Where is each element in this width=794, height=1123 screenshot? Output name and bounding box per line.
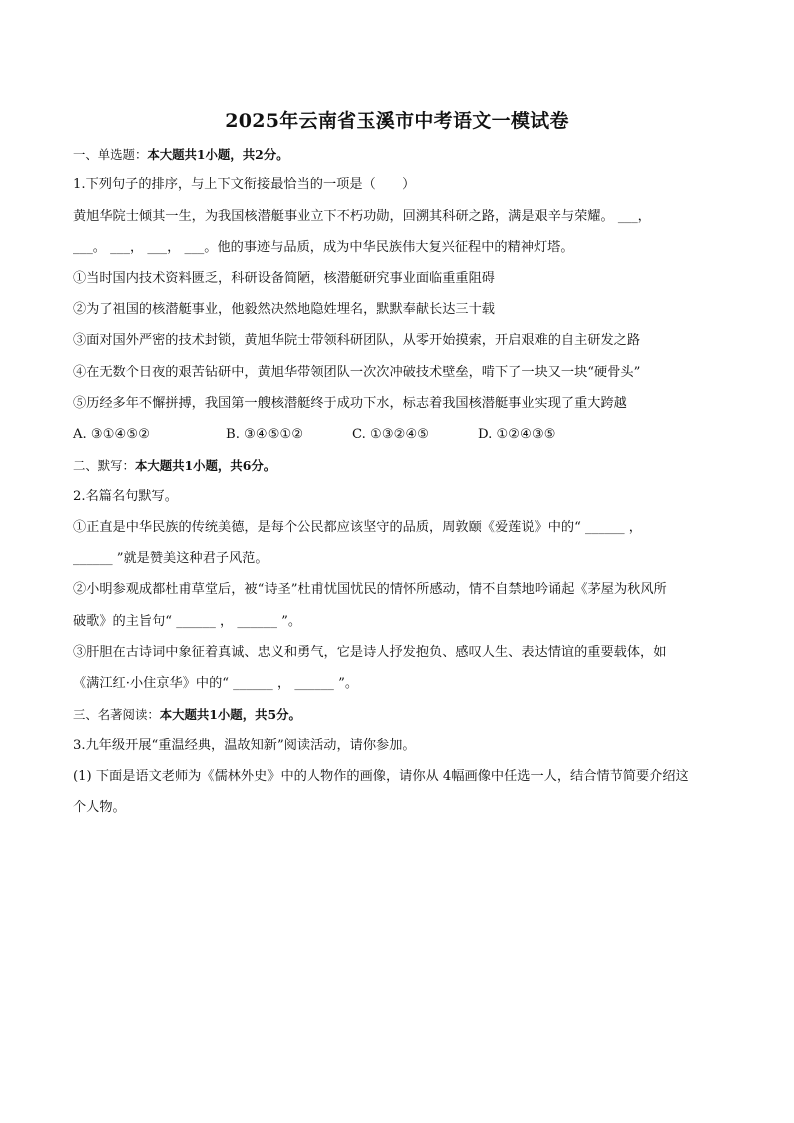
question-1-sentence-4: ④在无数个日夜的艰苦钻研中，黄旭华带领团队一次次冲破技术壁垒，啃下了一块又一块“硬骨头” xyxy=(73,365,641,380)
section-prefix: 一、单选题： xyxy=(73,147,148,162)
question-3-sub-1-line: 个人物。 xyxy=(73,800,126,815)
option-b: B. ③④⑤①② xyxy=(226,427,304,442)
exam-title: 2025年云南省玉溪市中考语文一模试卷 xyxy=(225,110,569,132)
question-3-stem: 3.九年级开展“重温经典，温故知新”阅读活动，请你参加。 xyxy=(73,738,416,753)
question-2-part-1-line: ①正直是中华民族的传统美德，是每个公民都应该坚守的品质，周敦颐《爱莲说》中的“ ______ ， xyxy=(73,520,642,535)
section-heading-classic-reading xyxy=(73,706,301,724)
question-1-sentence-1: ①当时国内技术资料匮乏，科研设备简陋，核潜艇研究事业面临重重阻碍 xyxy=(73,271,495,286)
option-a: A. ③①④⑤② xyxy=(73,427,151,442)
section-prefix: 三、名著阅读： xyxy=(73,707,160,722)
question-1-sentence-5: ⑤历经多年不懈拼搏，我国第一艘核潜艇终于成功下水，标志着我国核潜艇事业实现了重大跨越 xyxy=(73,396,627,411)
question-2-part-3-line: 《满江红·小住京华》中的“ ______ ， ______ ”。 xyxy=(73,676,359,691)
section-desc: 本大题共1小题，共5分。 xyxy=(159,707,301,722)
question-2-part-1-line: ______ ”就是赞美这种君子风范。 xyxy=(73,551,269,566)
question-3-sub-1-line: (1) 下面是语文老师为《儒林外史》中的人物作的画像，请你从 4幅画像中任选一人，结合情节简要介绍这 xyxy=(73,769,689,784)
option-c: C. ①③②④⑤ xyxy=(352,427,430,442)
section-desc: 本大题共1小题，共2分。 xyxy=(147,147,289,162)
question-2-part-3-line: ③肝胆在古诗词中象征着真诚、忠义和勇气，它是诗人抒发抱负、感叹人生、表达情谊的重要载体，如 xyxy=(73,645,667,660)
question-1-sentence-2: ②为了祖国的核潜艇事业，他毅然决然地隐姓埋名，默默奉献长达三十载 xyxy=(73,302,495,317)
section-heading-dictation xyxy=(73,457,276,475)
question-1-stem: 1.下列句子的排序，与上下文衔接最恰当的一项是（ ） xyxy=(73,177,416,192)
section-desc: 本大题共1小题，共6分。 xyxy=(134,458,277,473)
question-2-part-2-line: ②小明参观成都杜甫草堂后，被“诗圣”杜甫忧国忧民的情怀所感动，情不自禁地吟诵起《茅屋为秋风所 xyxy=(73,582,667,597)
question-1-passage-line: 黄旭华院士倾其一生，为我国核潜艇事业立下不朽功勋，回溯其科研之路，满是艰辛与荣耀。 ___， xyxy=(73,209,651,224)
question-1-sentence-3: ③面对国外严密的技术封锁，黄旭华院士带领科研团队，从零开始摸索，开启艰难的自主研发之路 xyxy=(73,333,641,348)
question-2-part-2-line: 破歌》的主旨句“ ______ ， ______ ”。 xyxy=(73,614,302,629)
section-heading-single-choice xyxy=(73,146,289,164)
question-1-passage-line: ___。 ___， ___， ___。他的事迹与品质，成为中华民族伟大复兴征程中的精神灯塔。 xyxy=(73,240,574,255)
section-prefix: 二、默写： xyxy=(73,458,135,473)
option-d: D. ①②④③⑤ xyxy=(478,427,556,442)
question-2-stem: 2.名篇名句默写。 xyxy=(73,489,178,504)
